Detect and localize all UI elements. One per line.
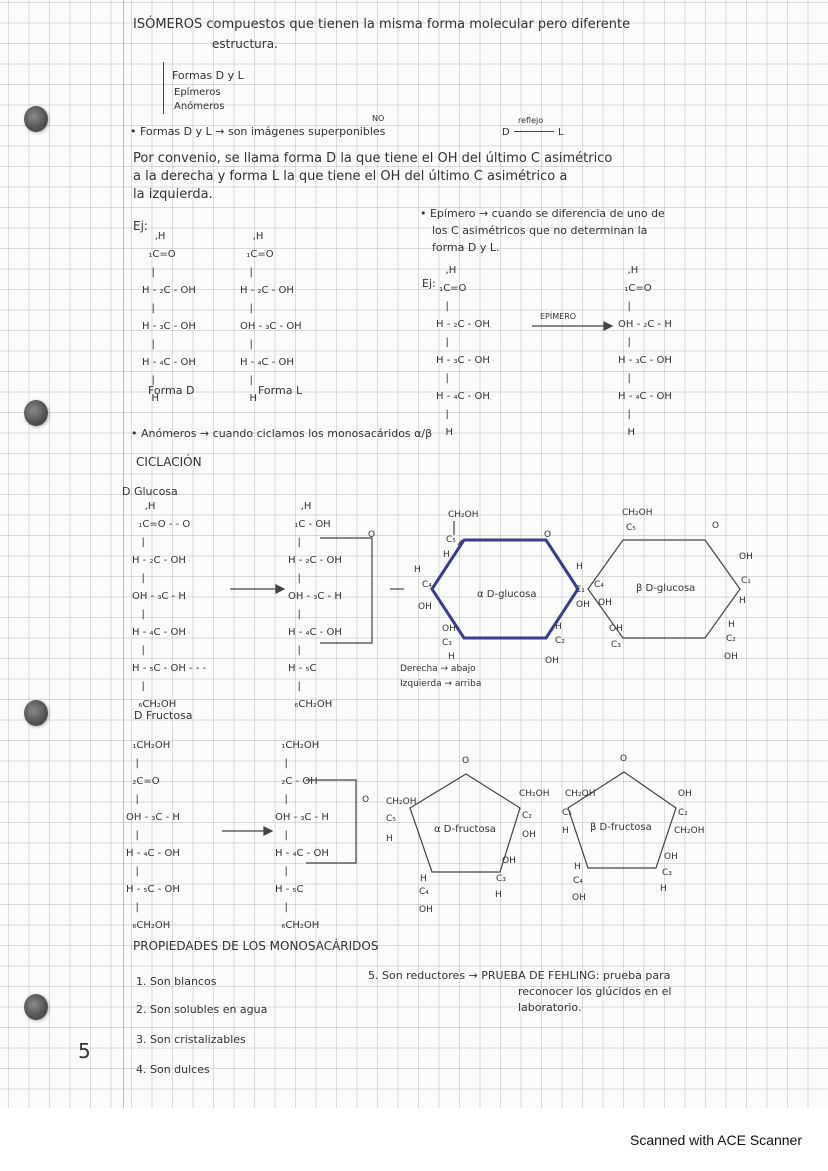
ciclacion-title: CICLACIÓN	[136, 455, 202, 469]
ring-oxygen: O	[362, 795, 370, 805]
c4-label: C₄	[573, 876, 583, 886]
arrow-head	[264, 827, 272, 835]
oh-label: OH	[418, 602, 432, 612]
arrow-head	[276, 585, 284, 593]
propiedad-item: 2. Son solubles en agua	[136, 1003, 268, 1016]
c2-label: C₂	[555, 636, 565, 646]
h-label: H	[414, 565, 421, 575]
note-derecha: Derecha → abajo	[400, 664, 476, 674]
fructosa-label: D Fructosa	[134, 709, 193, 722]
h-label: H	[574, 862, 581, 872]
glucosa-open-chain: ,H ₁C=O - - O | H - ₂C - OH | OH - ₃C - H | H - ₄C - OH | H - ₅C - OH - - - | ₆CH₂OH	[132, 501, 207, 710]
c5-label: C₃	[662, 868, 672, 878]
oh-label: OH	[678, 789, 692, 799]
c5-label: C₅	[446, 535, 456, 545]
propiedad-item: 1. Son blancos	[136, 975, 217, 988]
ring-bracket	[306, 780, 356, 863]
anomeros-heading: • Anómeros → cuando ciclamos los monosacáridos α/β	[131, 427, 433, 440]
oh-label: OH	[502, 856, 516, 866]
isomeros-title-cont: estructura.	[212, 37, 278, 51]
h-label: H	[495, 890, 502, 900]
epimero-arrow-label: EPÍMERO	[540, 312, 577, 321]
oh-label: OH	[576, 600, 590, 610]
d-letter: D	[502, 127, 510, 138]
oh-label: OH	[739, 552, 753, 562]
c3-label: C₃	[442, 638, 452, 648]
h-label: H	[448, 652, 455, 662]
beta-fructosa-ring	[568, 772, 676, 868]
ring-oxygen: O	[462, 756, 470, 766]
oh-label: OH	[442, 624, 456, 634]
epimero-structure-b: ,H ₁C=O | OH - ₂C - H | H - ₃C - OH | H - ₄C - OH | H	[618, 265, 672, 438]
arrow-head	[604, 322, 612, 330]
epimero-line-3: forma D y L.	[432, 241, 500, 254]
note-izquierda: Izquierda → arriba	[400, 679, 482, 689]
h-label: H	[660, 884, 667, 894]
h-label: H	[739, 596, 746, 606]
oh-label: OH	[572, 893, 586, 903]
alpha-glucosa-label: α D-glucosa	[477, 589, 537, 600]
list-item: Epímeros	[174, 87, 221, 98]
c5-label: C₅	[626, 523, 636, 533]
forma-l-label: Forma L	[258, 384, 303, 397]
c1-label: C₁	[575, 585, 585, 595]
propiedad-item: 4. Son dulces	[136, 1063, 210, 1076]
c4-label: C₄	[422, 580, 432, 590]
convenio-line-3: la izquierda.	[133, 187, 213, 202]
epimero-structure-a: ,H ₁C=O | H - ₂C - OH | H - ₃C - OH | H - ₄C - OH | H	[436, 265, 490, 438]
epimero-line-2: los C asimétricos que no determinan la	[432, 224, 648, 237]
ring-oxygen: O	[544, 530, 552, 540]
c3-label: C₃	[496, 874, 506, 884]
c4-label: C₄	[594, 580, 604, 590]
oh-label: OH	[419, 905, 433, 915]
ring-oxygen: O	[620, 754, 628, 764]
scanner-watermark: Scanned with ACE Scanner	[630, 1132, 802, 1148]
h-label: H	[386, 834, 393, 844]
convenio-line-1: Por convenio, se llama forma D la que tiene el OH del último C asimétrico	[133, 151, 613, 166]
alpha-fructosa-ring	[410, 774, 520, 872]
h-label: H	[555, 622, 562, 632]
oh-label: OH	[598, 598, 612, 608]
fructosa-open-chain: ₁CH₂OH | ₂C=O | OH - ₃C - H | H - ₄C - OH | H - ₅C - OH | ₆CH₂OH	[126, 740, 180, 931]
h-label: H	[728, 620, 735, 630]
propiedad-item-5-cont: reconocer los glúcidos en el	[518, 985, 672, 998]
alpha-fructosa-label: α D-fructosa	[434, 824, 496, 835]
oh-label: OH	[545, 656, 559, 666]
c4-label: C₄	[419, 887, 429, 897]
isomeros-title: ISÓMEROS compuestos que tienen la misma forma molecular pero diferente	[133, 17, 631, 32]
c5-label: C₅	[562, 808, 572, 818]
epimero-ej-label: Ej:	[422, 277, 436, 290]
beta-fructosa-label: β D-fructosa	[590, 822, 652, 833]
propiedad-item-5: 5. Son reductores → PRUEBA DE FEHLING: prueba para	[368, 969, 671, 982]
convenio-line-2: a la derecha y forma L la que tiene el OH del último C asimétrico a	[133, 169, 568, 184]
c2-label: C₂	[522, 811, 532, 821]
oh-label: OH	[609, 624, 623, 634]
page-number: 5	[78, 1039, 91, 1063]
beta-glucosa-ring	[588, 540, 740, 638]
h-label: H	[443, 550, 450, 560]
propiedad-item-5-cont: laboratorio.	[518, 1001, 582, 1014]
no-mark: NO	[372, 114, 385, 123]
reflejo-label: reflejo	[518, 116, 544, 125]
ch2oh-label: CH₂OH	[622, 508, 653, 518]
c2-label: C₂	[726, 634, 736, 644]
scanner-footer	[0, 1108, 828, 1171]
ch2oh-label: CH₂OH	[565, 789, 596, 799]
ch2oh-label: CH₂OH	[386, 797, 417, 807]
beta-glucosa-label: β D-glucosa	[636, 583, 696, 594]
c3-label: C₃	[611, 640, 621, 650]
oh-label: OH	[724, 652, 738, 662]
c2-label: C₂	[678, 808, 688, 818]
forma-d-structure: ,H ₁C=O | H - ₂C - OH | H - ₃C - OH | H - ₄C - OH | H	[142, 231, 196, 404]
h-label: H	[562, 826, 569, 836]
propiedades-title: PROPIEDADES DE LOS MONOSACÁRIDOS	[133, 939, 379, 953]
l-letter: L	[558, 127, 564, 138]
ej-label: Ej:	[133, 219, 148, 233]
ch2oh-label: CH₂OH	[674, 826, 705, 836]
ch2oh-label: CH₂OH	[519, 789, 550, 799]
forma-d-label: Forma D	[148, 384, 195, 397]
h-label: H	[420, 874, 427, 884]
epimero-line-1: • Epímero → cuando se diferencia de uno de	[420, 207, 665, 220]
formas-heading: • Formas D y L → son imágenes superponibles	[130, 125, 386, 138]
list-item: Formas D y L	[172, 69, 244, 82]
ring-oxygen: O	[368, 530, 376, 540]
forma-l-structure: ,H ₁C=O | H - ₂C - OH | OH - ₃C - OH | H - ₄C - OH | H	[240, 231, 302, 404]
alpha-glucosa-ring	[432, 540, 578, 638]
glucosa-closed-chain: ,H ₁C - OH | H - ₂C - OH | OH - ₃C - H | H - ₄C - OH | H - ₅C | ₆CH₂OH	[288, 501, 342, 710]
c5-label: C₅	[386, 814, 396, 824]
ring-oxygen: O	[712, 521, 720, 531]
propiedad-item: 3. Son cristalizables	[136, 1033, 246, 1046]
ch2oh-label: CH₂OH	[448, 510, 479, 520]
list-item: Anómeros	[174, 101, 225, 112]
oh-label: OH	[664, 852, 678, 862]
h-label: H	[576, 562, 583, 572]
glucosa-label: D Glucosa	[122, 485, 178, 498]
ring-bracket	[320, 538, 372, 643]
fructosa-closed-chain: ₁CH₂OH | ₂C - OH | OH - ₃C - H | H - ₄C - OH | H - ₅C | ₆CH₂OH	[275, 740, 329, 931]
c1-label: C₁	[741, 576, 751, 586]
oh-label: OH	[522, 830, 536, 840]
